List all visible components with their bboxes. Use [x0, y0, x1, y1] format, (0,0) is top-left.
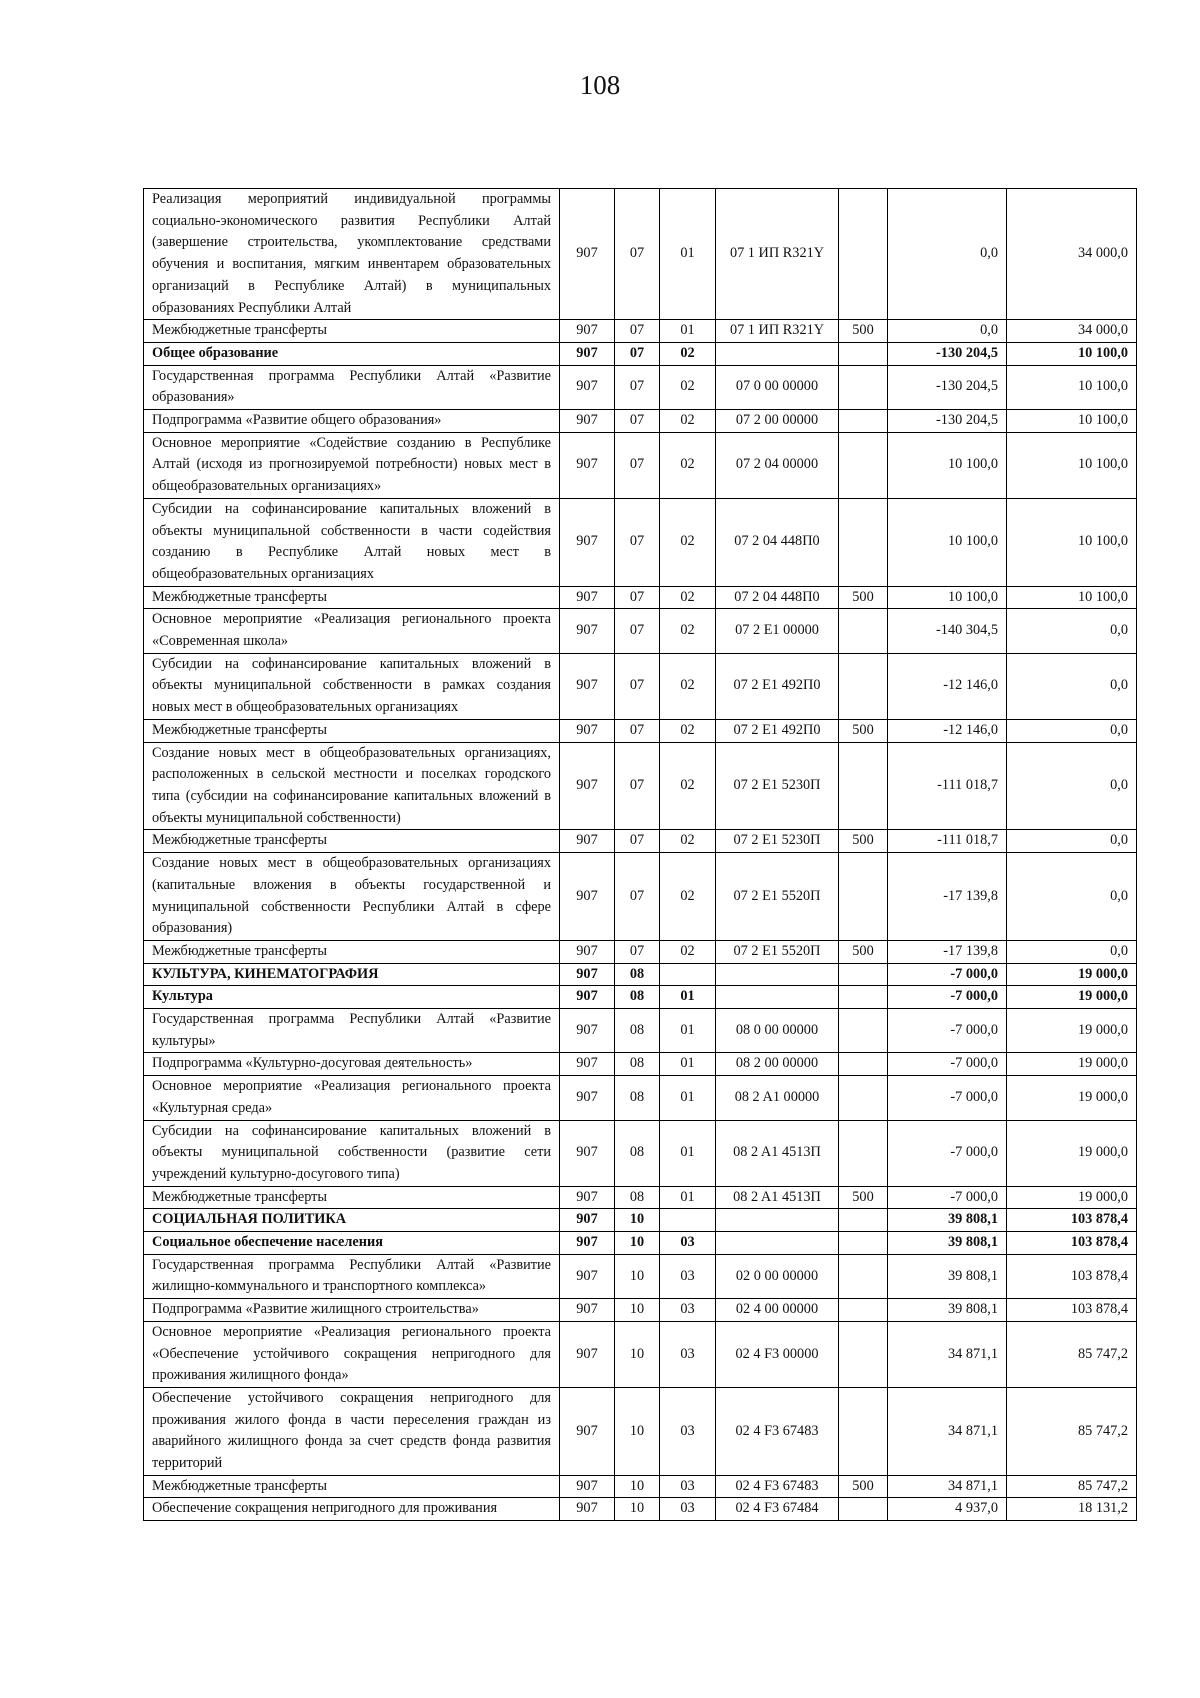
ved-code: 907 — [560, 940, 615, 963]
subsection-code: 02 — [660, 586, 716, 609]
ved-code: 907 — [560, 1053, 615, 1076]
ved-code: 907 — [560, 1076, 615, 1120]
subsection-code: 02 — [660, 940, 716, 963]
row-name: Межбюджетные трансферты — [144, 586, 560, 609]
ved-code: 907 — [560, 1232, 615, 1255]
table-row — [144, 963, 1137, 986]
subsection-code: 02 — [660, 653, 716, 719]
target-article-code: 02 4 F3 67483 — [716, 1387, 839, 1475]
amount-2024: -130 204,5 — [888, 342, 1007, 365]
amount-2025: 103 878,4 — [1007, 1232, 1137, 1255]
section-code: 08 — [615, 1053, 660, 1076]
expense-type-code — [839, 1209, 888, 1232]
amount-2025: 85 747,2 — [1007, 1475, 1137, 1498]
expense-type-code: 500 — [839, 586, 888, 609]
table-row — [144, 742, 1137, 830]
amount-2024: -7 000,0 — [888, 1076, 1007, 1120]
expense-type-code: 500 — [839, 1186, 888, 1209]
section-code: 07 — [615, 365, 660, 409]
amount-2025: 10 100,0 — [1007, 498, 1137, 586]
subsection-code: 03 — [660, 1475, 716, 1498]
expense-type-code — [839, 963, 888, 986]
table-row — [144, 1232, 1137, 1255]
row-name: Создание новых мест в общеобразовательных организациях (капитальные вложения в объекты государственной и муниципальной собственности Республики Алтай в сфере образования) — [144, 853, 560, 941]
expense-type-code: 500 — [839, 940, 888, 963]
target-article-code: 07 2 00 00000 — [716, 410, 839, 433]
target-article-code: 07 2 04 448П0 — [716, 586, 839, 609]
row-name: Основное мероприятие «Реализация регионального проекта «Современная школа» — [144, 609, 560, 653]
ved-code: 907 — [560, 653, 615, 719]
table-row — [144, 830, 1137, 853]
table-row — [144, 1387, 1137, 1475]
section-code: 10 — [615, 1299, 660, 1322]
amount-2024: -111 018,7 — [888, 830, 1007, 853]
amount-2025: 0,0 — [1007, 742, 1137, 830]
amount-2024: -7 000,0 — [888, 1009, 1007, 1053]
subsection-code — [660, 1209, 716, 1232]
amount-2025: 19 000,0 — [1007, 963, 1137, 986]
target-article-code: 07 2 04 00000 — [716, 432, 839, 498]
amount-2025: 103 878,4 — [1007, 1209, 1137, 1232]
expense-type-code — [839, 853, 888, 941]
subsection-code: 02 — [660, 410, 716, 433]
amount-2025: 0,0 — [1007, 719, 1137, 742]
table-row — [144, 1299, 1137, 1322]
table-row — [144, 1186, 1137, 1209]
section-code: 10 — [615, 1321, 660, 1387]
ved-code: 907 — [560, 1498, 615, 1521]
ved-code: 907 — [560, 320, 615, 343]
ved-code: 907 — [560, 365, 615, 409]
section-code: 08 — [615, 1120, 660, 1186]
table-row — [144, 320, 1137, 343]
section-code: 10 — [615, 1209, 660, 1232]
target-article-code — [716, 1209, 839, 1232]
row-name: Создание новых мест в общеобразовательных организациях, расположенных в сельской местности и поселках городского типа (субсидии на софинансирование капитальных вложений в объекты муниципальной собственности) — [144, 742, 560, 830]
amount-2024: -7 000,0 — [888, 1186, 1007, 1209]
row-name: Государственная программа Республики Алтай «Развитие культуры» — [144, 1009, 560, 1053]
expense-type-code — [839, 1053, 888, 1076]
section-code: 07 — [615, 853, 660, 941]
amount-2025: 19 000,0 — [1007, 1120, 1137, 1186]
amount-2025: 34 000,0 — [1007, 320, 1137, 343]
ved-code: 907 — [560, 1209, 615, 1232]
subsection-code: 03 — [660, 1254, 716, 1298]
ved-code: 907 — [560, 432, 615, 498]
section-code: 07 — [615, 653, 660, 719]
row-name: Межбюджетные трансферты — [144, 1186, 560, 1209]
target-article-code: 08 0 00 00000 — [716, 1009, 839, 1053]
table-row — [144, 432, 1137, 498]
table-row — [144, 1498, 1137, 1521]
subsection-code: 03 — [660, 1321, 716, 1387]
table-row — [144, 1321, 1137, 1387]
amount-2024: 0,0 — [888, 320, 1007, 343]
table-row — [144, 1009, 1137, 1053]
expense-type-code — [839, 189, 888, 320]
table-row — [144, 1475, 1137, 1498]
ved-code: 907 — [560, 1299, 615, 1322]
amount-2024: -12 146,0 — [888, 719, 1007, 742]
row-name: Подпрограмма «Культурно-досуговая деятельность» — [144, 1053, 560, 1076]
amount-2024: 39 808,1 — [888, 1209, 1007, 1232]
table-row — [144, 609, 1137, 653]
target-article-code — [716, 963, 839, 986]
amount-2024: 4 937,0 — [888, 1498, 1007, 1521]
table-row — [144, 1076, 1137, 1120]
row-name: КУЛЬТУРА, КИНЕМАТОГРАФИЯ — [144, 963, 560, 986]
target-article-code: 02 4 00 00000 — [716, 1299, 839, 1322]
expense-type-code — [839, 1076, 888, 1120]
ved-code: 907 — [560, 1120, 615, 1186]
amount-2024: 10 100,0 — [888, 498, 1007, 586]
amount-2025: 85 747,2 — [1007, 1387, 1137, 1475]
amount-2025: 18 131,2 — [1007, 1498, 1137, 1521]
section-code: 07 — [615, 586, 660, 609]
amount-2025: 19 000,0 — [1007, 1009, 1137, 1053]
table-row — [144, 719, 1137, 742]
subsection-code: 01 — [660, 1076, 716, 1120]
section-code: 08 — [615, 1186, 660, 1209]
expense-type-code — [839, 609, 888, 653]
subsection-code: 02 — [660, 719, 716, 742]
row-name: Субсидии на софинансирование капитальных вложений в объекты муниципальной собственности в рамках создания новых мест в общеобразовательных организациях — [144, 653, 560, 719]
row-name: СОЦИАЛЬНАЯ ПОЛИТИКА — [144, 1209, 560, 1232]
ved-code: 907 — [560, 963, 615, 986]
table-row — [144, 1209, 1137, 1232]
expense-type-code — [839, 986, 888, 1009]
amount-2024: 34 871,1 — [888, 1321, 1007, 1387]
expense-type-code — [839, 1387, 888, 1475]
section-code: 07 — [615, 719, 660, 742]
row-name: Государственная программа Республики Алтай «Развитие жилищно-коммунального и транспортного комплекса» — [144, 1254, 560, 1298]
section-code: 07 — [615, 342, 660, 365]
table-row — [144, 189, 1137, 320]
amount-2025: 34 000,0 — [1007, 189, 1137, 320]
row-name: Подпрограмма «Развитие жилищного строительства» — [144, 1299, 560, 1322]
target-article-code: 07 2 E1 5520П — [716, 853, 839, 941]
ved-code: 907 — [560, 1186, 615, 1209]
amount-2025: 19 000,0 — [1007, 1186, 1137, 1209]
expense-type-code — [839, 410, 888, 433]
amount-2024: -7 000,0 — [888, 1053, 1007, 1076]
expense-type-code: 500 — [839, 719, 888, 742]
table-row — [144, 940, 1137, 963]
expense-type-code — [839, 1254, 888, 1298]
amount-2024: 39 808,1 — [888, 1254, 1007, 1298]
section-code: 08 — [615, 986, 660, 1009]
row-name: Межбюджетные трансферты — [144, 940, 560, 963]
subsection-code: 01 — [660, 189, 716, 320]
subsection-code: 02 — [660, 498, 716, 586]
section-code: 07 — [615, 940, 660, 963]
amount-2024: 39 808,1 — [888, 1232, 1007, 1255]
amount-2024: 10 100,0 — [888, 586, 1007, 609]
section-code: 08 — [615, 963, 660, 986]
subsection-code — [660, 963, 716, 986]
amount-2024: -17 139,8 — [888, 853, 1007, 941]
target-article-code: 02 4 F3 67484 — [716, 1498, 839, 1521]
expense-type-code — [839, 342, 888, 365]
table-row — [144, 1053, 1137, 1076]
expense-type-code — [839, 1299, 888, 1322]
amount-2025: 103 878,4 — [1007, 1299, 1137, 1322]
target-article-code: 07 2 E1 492П0 — [716, 653, 839, 719]
subsection-code: 01 — [660, 1009, 716, 1053]
amount-2025: 0,0 — [1007, 830, 1137, 853]
amount-2024: -111 018,7 — [888, 742, 1007, 830]
row-name: Обеспечение устойчивого сокращения непригодного для проживания жилого фонда в части переселения граждан из аварийного жилищного фонда за счет средств фонда развития территорий — [144, 1387, 560, 1475]
amount-2025: 0,0 — [1007, 609, 1137, 653]
subsection-code: 01 — [660, 1120, 716, 1186]
amount-2024: -7 000,0 — [888, 963, 1007, 986]
target-article-code: 07 2 04 448П0 — [716, 498, 839, 586]
amount-2024: 0,0 — [888, 189, 1007, 320]
amount-2024: -140 304,5 — [888, 609, 1007, 653]
row-name: Субсидии на софинансирование капитальных вложений в объекты муниципальной собственности в части содействия созданию в Республике Алтай новых мест в общеобразовательных организациях — [144, 498, 560, 586]
row-name: Обеспечение сокращения непригодного для проживания — [144, 1498, 560, 1521]
target-article-code — [716, 986, 839, 1009]
target-article-code: 02 0 00 00000 — [716, 1254, 839, 1298]
expense-type-code — [839, 1498, 888, 1521]
amount-2025: 0,0 — [1007, 653, 1137, 719]
amount-2025: 10 100,0 — [1007, 365, 1137, 409]
section-code: 10 — [615, 1254, 660, 1298]
target-article-code: 07 2 E1 5230П — [716, 742, 839, 830]
amount-2024: 39 808,1 — [888, 1299, 1007, 1322]
amount-2025: 19 000,0 — [1007, 1076, 1137, 1120]
subsection-code: 01 — [660, 320, 716, 343]
amount-2024: -130 204,5 — [888, 365, 1007, 409]
target-article-code: 07 2 E1 492П0 — [716, 719, 839, 742]
expense-type-code — [839, 1321, 888, 1387]
section-code: 07 — [615, 742, 660, 830]
target-article-code: 08 2 A1 4513П — [716, 1120, 839, 1186]
row-name: Государственная программа Республики Алтай «Развитие образования» — [144, 365, 560, 409]
section-code: 07 — [615, 189, 660, 320]
amount-2025: 0,0 — [1007, 940, 1137, 963]
section-code: 08 — [615, 1076, 660, 1120]
amount-2025: 19 000,0 — [1007, 1053, 1137, 1076]
amount-2024: -7 000,0 — [888, 986, 1007, 1009]
amount-2025: 10 100,0 — [1007, 342, 1137, 365]
amount-2024: -12 146,0 — [888, 653, 1007, 719]
subsection-code: 02 — [660, 365, 716, 409]
subsection-code: 03 — [660, 1498, 716, 1521]
subsection-code: 03 — [660, 1232, 716, 1255]
table-row — [144, 1120, 1137, 1186]
amount-2025: 0,0 — [1007, 853, 1137, 941]
row-name: Реализация мероприятий индивидуальной программы социально-экономического развития Республики Алтай (завершение строительства, укомплектование средствами обучения и воспитания, мягким инвентарем образовательных организаций в Республике Алтай) в муниципальных образованиях Республики Алтай — [144, 189, 560, 320]
ved-code: 907 — [560, 586, 615, 609]
amount-2025: 19 000,0 — [1007, 986, 1137, 1009]
budget-table-body — [144, 189, 1137, 1521]
row-name: Общее образование — [144, 342, 560, 365]
page-number: 108 — [579, 70, 621, 100]
section-code: 07 — [615, 432, 660, 498]
section-code: 10 — [615, 1232, 660, 1255]
ved-code: 907 — [560, 1387, 615, 1475]
ved-code: 907 — [560, 719, 615, 742]
row-name: Субсидии на софинансирование капитальных вложений в объекты муниципальной собственности (развитие сети учреждений культурно-досугового типа) — [144, 1120, 560, 1186]
subsection-code: 02 — [660, 830, 716, 853]
target-article-code: 07 0 00 00000 — [716, 365, 839, 409]
target-article-code — [716, 1232, 839, 1255]
row-name: Межбюджетные трансферты — [144, 719, 560, 742]
ved-code: 907 — [560, 1475, 615, 1498]
subsection-code: 02 — [660, 432, 716, 498]
ved-code: 907 — [560, 410, 615, 433]
row-name: Основное мероприятие «Содействие созданию в Республике Алтай (исходя из прогнозируемой потребности) новых мест в общеобразовательных организациях» — [144, 432, 560, 498]
amount-2024: -17 139,8 — [888, 940, 1007, 963]
amount-2024: 34 871,1 — [888, 1387, 1007, 1475]
table-row — [144, 853, 1137, 941]
subsection-code: 02 — [660, 742, 716, 830]
target-article-code — [716, 342, 839, 365]
row-name: Межбюджетные трансферты — [144, 320, 560, 343]
ved-code: 907 — [560, 853, 615, 941]
expense-type-code: 500 — [839, 830, 888, 853]
subsection-code: 02 — [660, 853, 716, 941]
target-article-code: 07 2 E1 00000 — [716, 609, 839, 653]
table-row — [144, 410, 1137, 433]
ved-code: 907 — [560, 986, 615, 1009]
amount-2024: -130 204,5 — [888, 410, 1007, 433]
ved-code: 907 — [560, 609, 615, 653]
subsection-code: 01 — [660, 1186, 716, 1209]
amount-2025: 10 100,0 — [1007, 410, 1137, 433]
table-row — [144, 342, 1137, 365]
expense-type-code — [839, 498, 888, 586]
amount-2024: -7 000,0 — [888, 1120, 1007, 1186]
amount-2025: 10 100,0 — [1007, 586, 1137, 609]
ved-code: 907 — [560, 189, 615, 320]
section-code: 08 — [615, 1009, 660, 1053]
target-article-code: 02 4 F3 00000 — [716, 1321, 839, 1387]
section-code: 07 — [615, 830, 660, 853]
amount-2025: 10 100,0 — [1007, 432, 1137, 498]
target-article-code: 08 2 A1 00000 — [716, 1076, 839, 1120]
ved-code: 907 — [560, 1009, 615, 1053]
target-article-code: 07 1 ИП R321Y — [716, 320, 839, 343]
expense-type-code — [839, 653, 888, 719]
expense-type-code: 500 — [839, 1475, 888, 1498]
section-code: 10 — [615, 1387, 660, 1475]
subsection-code: 02 — [660, 342, 716, 365]
expense-type-code — [839, 365, 888, 409]
row-name: Культура — [144, 986, 560, 1009]
target-article-code: 02 4 F3 67483 — [716, 1475, 839, 1498]
expense-type-code — [839, 742, 888, 830]
table-row — [144, 365, 1137, 409]
section-code: 07 — [615, 498, 660, 586]
expense-type-code — [839, 1009, 888, 1053]
table-row — [144, 586, 1137, 609]
section-code: 07 — [615, 320, 660, 343]
table-row — [144, 1254, 1137, 1298]
ved-code: 907 — [560, 830, 615, 853]
section-code: 10 — [615, 1498, 660, 1521]
row-name: Основное мероприятие «Реализация регионального проекта «Обеспечение устойчивого сокращения непригодного для проживания жилищного фонда» — [144, 1321, 560, 1387]
ved-code: 907 — [560, 342, 615, 365]
expense-type-code — [839, 1232, 888, 1255]
subsection-code: 03 — [660, 1387, 716, 1475]
amount-2024: 10 100,0 — [888, 432, 1007, 498]
ved-code: 907 — [560, 498, 615, 586]
subsection-code: 01 — [660, 986, 716, 1009]
row-name: Социальное обеспечение населения — [144, 1232, 560, 1255]
ved-code: 907 — [560, 1321, 615, 1387]
amount-2025: 103 878,4 — [1007, 1254, 1137, 1298]
row-name: Подпрограмма «Развитие общего образования» — [144, 410, 560, 433]
ved-code: 907 — [560, 1254, 615, 1298]
row-name: Основное мероприятие «Реализация регионального проекта «Культурная среда» — [144, 1076, 560, 1120]
target-article-code: 08 2 00 00000 — [716, 1053, 839, 1076]
ved-code: 907 — [560, 742, 615, 830]
budget-table — [143, 188, 1137, 1521]
subsection-code: 01 — [660, 1053, 716, 1076]
subsection-code: 03 — [660, 1299, 716, 1322]
section-code: 07 — [615, 609, 660, 653]
target-article-code: 08 2 A1 4513П — [716, 1186, 839, 1209]
amount-2024: 34 871,1 — [888, 1475, 1007, 1498]
table-row — [144, 653, 1137, 719]
target-article-code: 07 2 E1 5520П — [716, 940, 839, 963]
table-row — [144, 986, 1137, 1009]
expense-type-code: 500 — [839, 320, 888, 343]
expense-type-code — [839, 432, 888, 498]
target-article-code: 07 1 ИП R321Y — [716, 189, 839, 320]
subsection-code: 02 — [660, 609, 716, 653]
row-name: Межбюджетные трансферты — [144, 830, 560, 853]
amount-2025: 85 747,2 — [1007, 1321, 1137, 1387]
target-article-code: 07 2 E1 5230П — [716, 830, 839, 853]
expense-type-code — [839, 1120, 888, 1186]
table-row — [144, 498, 1137, 586]
row-name: Межбюджетные трансферты — [144, 1475, 560, 1498]
section-code: 10 — [615, 1475, 660, 1498]
section-code: 07 — [615, 410, 660, 433]
